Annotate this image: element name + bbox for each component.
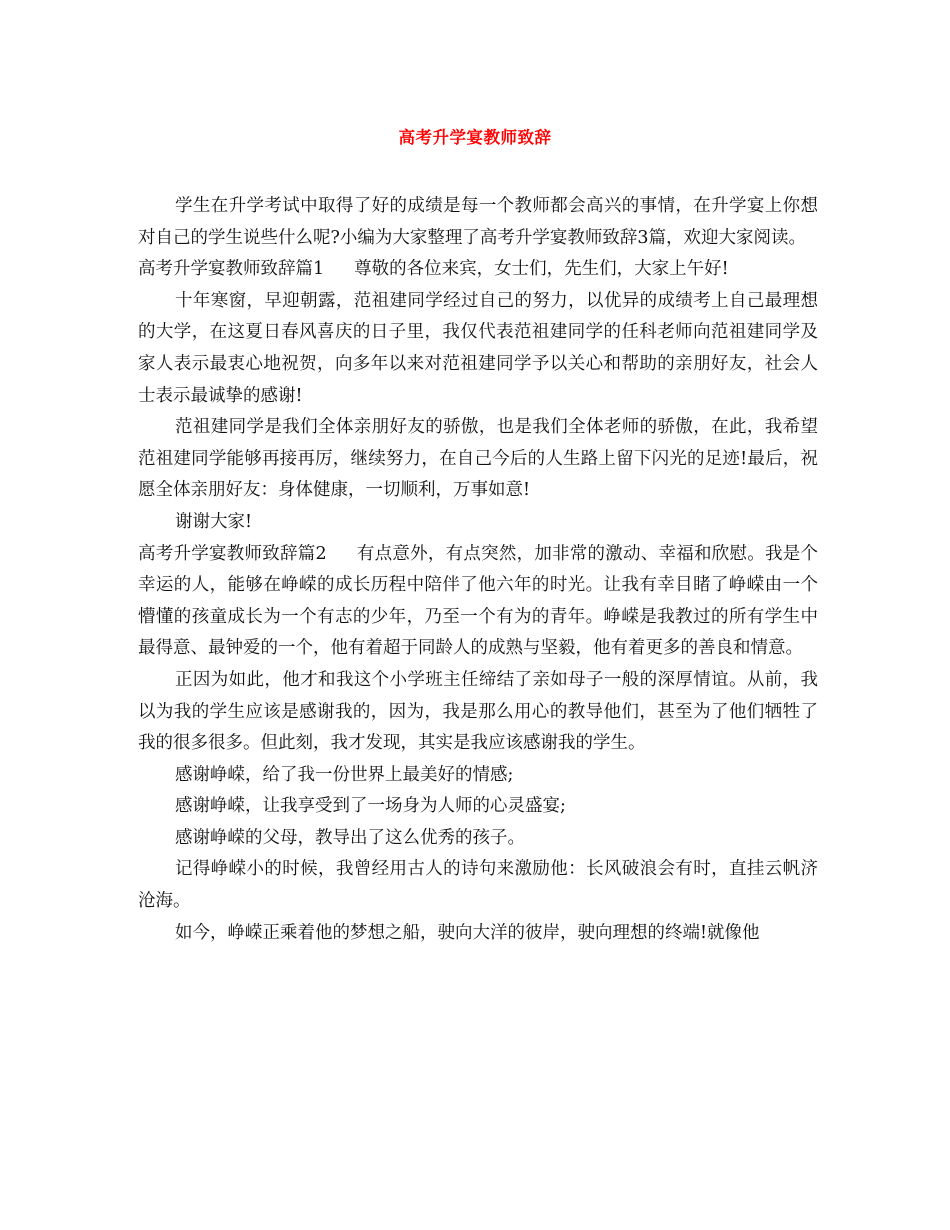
document-body [138, 191, 818, 949]
section-1-paragraph-2: 范祖建同学是我们全体亲朋好友的骄傲，也是我们全体老师的骄傲，在此，我希望范祖建同学能够再接再厉，继续努力，在自己今后的人生路上留下闪光的足迹!最后，祝愿全体亲朋好友：身体健康，一切顺利，万事如意! [138, 417, 818, 501]
section-2-paragraph-4: 感谢峥嵘的父母，教导出了这么优秀的孩子。 [175, 827, 525, 848]
document-title: 高考升学宴教师致辞 [398, 128, 552, 147]
intro-paragraph: 学生在升学考试中取得了好的成绩是每一个教师都会高兴的事情，在升学宴上你想对自己的学生说些什么呢?小编为大家整理了高考升学宴教师致辞3篇，欢迎大家阅读。 [138, 196, 818, 248]
section-2-heading: 高考升学宴教师致辞篇2 [138, 543, 327, 564]
section-1-paragraph-3: 谢谢大家! [175, 511, 253, 532]
section-2-paragraph-5: 记得峥嵘小的时候，我曾经用古人的诗句来激励他：长风破浪会有时，直挂云帆济沧海。 [138, 859, 818, 912]
section-2-heading-paragraph [138, 539, 818, 665]
section-2-paragraph-1: 正因为如此，他才和我这个小学班主任缔结了亲如母子一般的深厚情谊。从前，我以为我的学生应该是感谢我的，因为，我是那么用心的教导他们，甚至为了他们牺牲了我的很多很多。但此刻，我才发现，其实是我应该感谢我的学生。 [138, 669, 818, 754]
section-2-paragraph-2: 感谢峥嵘，给了我一份世界上最美好的情感; [175, 764, 514, 785]
section-1-greeting: 尊敬的各位来宾，女士们，先生们，大家上午好! [354, 259, 729, 280]
section-2-paragraph-3: 感谢峥嵘，让我享受到了一场身为人师的心灵盛宴; [175, 796, 566, 817]
section-1-heading: 高考升学宴教师致辞篇1 [138, 259, 325, 280]
section-2-paragraph-6: 如今，峥嵘正乘着他的梦想之船，驶向大洋的彼岸，驶向理想的终端!就像他 [175, 922, 760, 943]
section-2-first-paragraph: 有点意外，有点突然，加非常的激动、幸福和欣慰。我是个幸运的人，能够在峥嵘的成长历程中陪伴了他六年的时光。让我有幸目睹了峥嵘由一个懵懂的孩童成长为一个有志的少年，乃至一个有为的青年。峥嵘是我教过的所有学生中最得意、最钟爱的一个，他有着超于同龄人的成熟与坚毅，他有着更多的善良和情意。 [138, 543, 819, 659]
section-1-heading-line [138, 254, 818, 286]
section-1-paragraph-1: 十年寒窗，早迎朝露，范祖建同学经过自己的努力，以优异的成绩考上自己最理想的大学，在这夏日春风喜庆的日子里，我仅代表范祖建同学的任科老师向范祖建同学及家人表示最衷心地祝贺，向多年以来对范祖建同学予以关心和帮助的亲朋好友，社会人士表示最诚挚的感谢! [138, 290, 818, 406]
